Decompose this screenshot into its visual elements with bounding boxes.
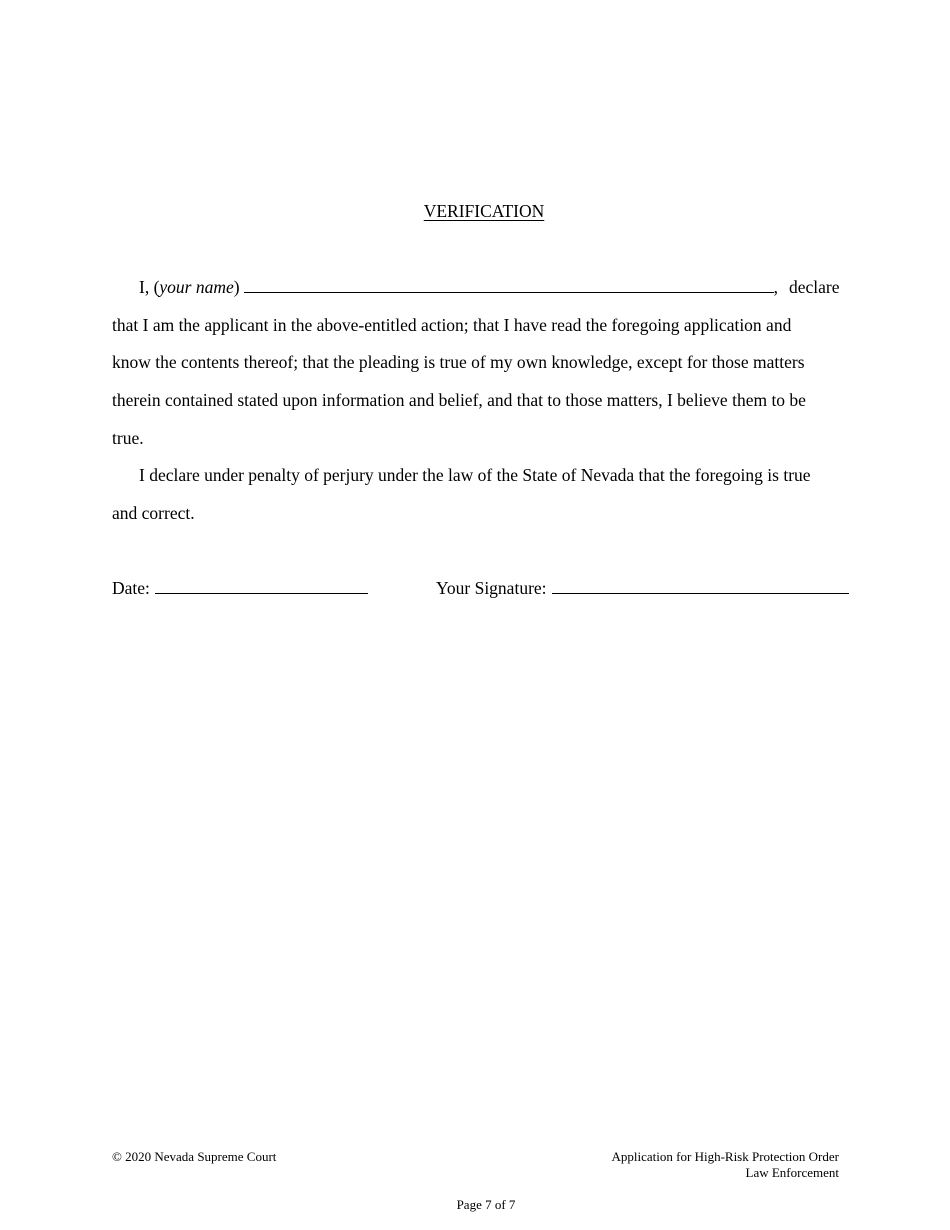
name-blank-line[interactable] [244,276,774,293]
footer-form-info [612,1149,839,1181]
footer-form-title: Application for High-Risk Protection Order [611,1149,839,1164]
signature-field [436,577,849,599]
name-hint: your name [159,277,234,297]
date-blank-line[interactable] [155,577,368,594]
declaration-first-line [139,276,840,298]
page-title [0,200,950,222]
declaration-comma: , [773,277,778,297]
declare-word: declare [789,277,840,297]
page-number: Page 7 of 7 [456,1197,516,1212]
title-text: VERIFICATION [423,201,545,221]
declaration-line-3: therein contained stated upon information and belief, and that to those matters, I believe them to be [112,390,806,410]
signature-label: Your Signature: [436,578,547,598]
perjury-line-2: and correct. [112,503,195,523]
declaration-line-2: know the contents thereof; that the pleading is true of my own knowledge, except for those matters [112,352,805,372]
signature-blank-line[interactable] [552,577,849,594]
footer-form-subtitle: Law Enforcement [745,1165,839,1180]
date-label: Date: [112,578,150,598]
footer-copyright: © 2020 Nevada Supreme Court [112,1149,277,1164]
declaration-line-1: that I am the applicant in the above-entitled action; that I have read the foregoing application and [112,315,792,335]
perjury-line-1: I declare under penalty of perjury under the law of the State of Nevada that the foregoing is true [139,465,811,485]
declaration-prefix: I, ( [139,277,160,297]
declaration-line-4: true. [112,428,144,448]
date-field [112,577,368,599]
declaration-suffix: ) [233,277,240,297]
